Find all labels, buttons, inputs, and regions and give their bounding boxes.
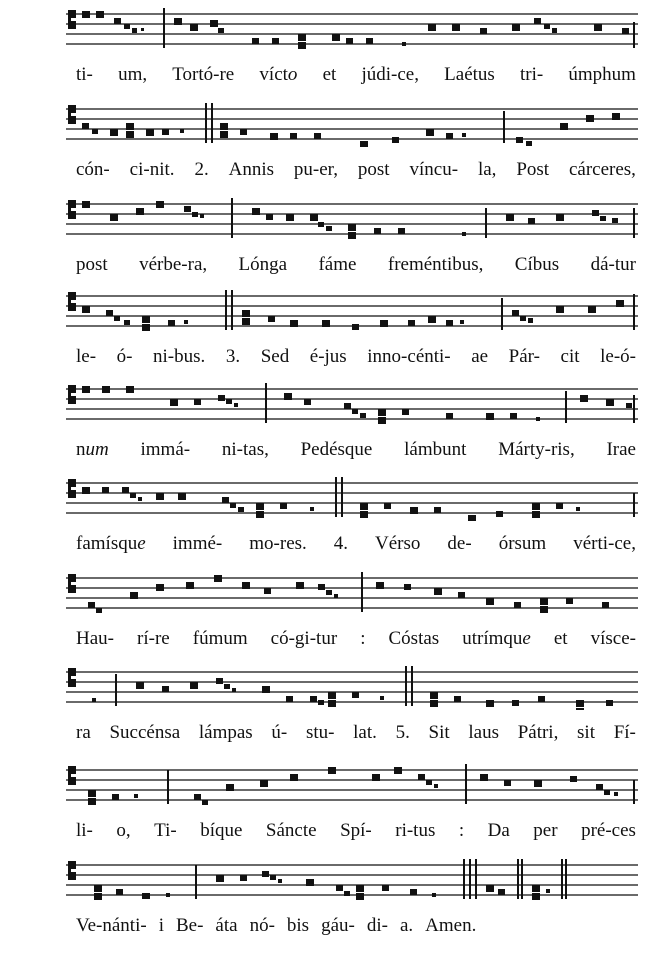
staff-svg-10 <box>66 857 638 903</box>
system-8 <box>66 664 638 758</box>
system-3 <box>66 196 638 290</box>
system-6 <box>66 475 638 569</box>
staff-5 <box>66 381 638 427</box>
syllable: pu-er, <box>293 159 338 180</box>
syllable: bíque <box>200 820 243 841</box>
syllable: Sáncte <box>265 820 317 841</box>
syllable: post <box>357 159 390 180</box>
syllable: ae <box>471 346 489 367</box>
syllable: la, <box>477 159 497 180</box>
syllable: Tortó-re <box>172 64 235 85</box>
syllable: órsum <box>498 533 547 554</box>
lyric-line-3 <box>76 253 636 277</box>
verse-number: 5. <box>395 722 410 743</box>
syllable: le-ó- <box>600 346 636 367</box>
lyric-line-4 <box>76 345 636 369</box>
syllable: Vérso <box>375 533 421 554</box>
syllable: ó- <box>116 346 133 367</box>
verse-number: 4. <box>333 533 349 554</box>
syllable: ni-tas, <box>221 439 269 460</box>
syllable: um, <box>118 64 148 85</box>
punctuation: : <box>360 628 366 649</box>
syllable: vérti-ce, <box>573 533 636 554</box>
syllable: mo-res. <box>249 533 307 554</box>
syllable: úmphum <box>568 64 636 85</box>
staff-9 <box>66 762 638 808</box>
syllable: li- <box>76 820 93 841</box>
syllable-word <box>462 627 531 651</box>
staff-6 <box>66 475 638 521</box>
syllable: utrímqu <box>462 628 523 649</box>
staff-svg-2 <box>66 101 638 147</box>
staff-svg-7 <box>66 570 638 616</box>
syllable: freméntibus, <box>387 254 484 275</box>
syllable: Ve-nánti- <box>76 915 147 936</box>
syllable-italic: um <box>85 439 109 460</box>
system-7 <box>66 570 638 664</box>
syllable: n <box>76 439 86 460</box>
staff-7 <box>66 570 638 616</box>
syllable: laus <box>468 722 499 743</box>
syllable: dá-tur <box>590 254 636 275</box>
syllable: fúmum <box>192 628 248 649</box>
lyric-line-5 <box>76 438 636 462</box>
syllable: per <box>533 820 558 841</box>
syllable: Pár- <box>508 346 540 367</box>
syllable: Márty-ris, <box>498 439 575 460</box>
lyric-line-10 <box>76 914 546 938</box>
syllable: a. <box>399 915 414 936</box>
syllable: Post <box>516 159 550 180</box>
syllable: bis <box>286 915 310 936</box>
syllable: tri- <box>520 64 544 85</box>
staff-svg-1 <box>66 6 638 52</box>
syllable: sit <box>577 722 595 743</box>
syllable: víct <box>259 64 288 85</box>
staff-1 <box>66 6 638 52</box>
syllable: cit <box>560 346 580 367</box>
syllable: ú- <box>271 722 288 743</box>
syllable: Be- <box>175 915 204 936</box>
syllable: nó- <box>249 915 275 936</box>
staff-svg-4 <box>66 288 638 334</box>
staff-2 <box>66 101 638 147</box>
lyric-line-6 <box>76 532 636 556</box>
syllable: di- <box>366 915 388 936</box>
syllable: et <box>322 64 337 85</box>
syllable: o, <box>116 820 131 841</box>
syllable: Spí- <box>340 820 372 841</box>
syllable: Succénsa <box>109 722 181 743</box>
syllable: Laétus <box>444 64 495 85</box>
staff-10 <box>66 857 638 903</box>
staff-3 <box>66 196 638 242</box>
syllable: immé- <box>172 533 223 554</box>
syllable: Lónga <box>238 254 288 275</box>
syllable: inno-cénti- <box>367 346 451 367</box>
staff-svg-6 <box>66 475 638 521</box>
syllable-italic: e <box>522 628 531 649</box>
syllable: rí-re <box>137 628 170 649</box>
syllable: lat. <box>353 722 377 743</box>
syllable: Da <box>487 820 510 841</box>
staff-svg-3 <box>66 196 638 242</box>
syllable: immá- <box>140 439 191 460</box>
syllable: ci-nit. <box>129 159 175 180</box>
syllable: post <box>76 254 108 275</box>
staff-8 <box>66 664 638 710</box>
syllable-word <box>259 63 297 87</box>
syllable: áta <box>215 915 238 936</box>
syllable-word <box>76 438 109 462</box>
syllable: Pedésque <box>300 439 373 460</box>
syllable: víncu- <box>409 159 459 180</box>
lyric-line-1 <box>76 63 636 87</box>
staff-svg-8 <box>66 664 638 710</box>
syllable: lámpas <box>198 722 253 743</box>
syllable-italic: o <box>287 64 298 85</box>
system-9 <box>66 762 638 856</box>
syllable: lámbunt <box>404 439 467 460</box>
syllable: ri-tus <box>395 820 436 841</box>
syllable: vérbe-ra, <box>139 254 208 275</box>
lyric-line-8 <box>76 721 636 745</box>
lyric-line-7 <box>76 627 636 651</box>
system-5 <box>66 381 638 475</box>
system-1 <box>66 6 638 100</box>
verse-number: 3. <box>225 346 241 367</box>
syllable: ti- <box>76 64 93 85</box>
syllable: et <box>553 628 568 649</box>
syllable: vísce- <box>590 628 636 649</box>
staff-svg-5 <box>66 381 638 427</box>
syllable: stu- <box>305 722 335 743</box>
syllable: gáu- <box>321 915 355 936</box>
syllable: Sit <box>428 722 450 743</box>
syllable: cárceres, <box>568 159 636 180</box>
syllable: júdi-ce, <box>361 64 419 85</box>
syllable: ra <box>76 722 91 743</box>
syllable-word <box>76 532 146 556</box>
staff-svg-9 <box>66 762 638 808</box>
staff-4 <box>66 288 638 334</box>
syllable-italic: e <box>137 533 146 554</box>
syllable: Sed <box>260 346 290 367</box>
syllable: Annis <box>228 159 274 180</box>
syllable: pré-ces <box>581 820 636 841</box>
lyric-line-9 <box>76 819 636 843</box>
syllable: cón- <box>76 159 110 180</box>
syllable: Cóstas <box>388 628 440 649</box>
verse-number: 2. <box>194 159 209 180</box>
punctuation: : <box>458 820 465 841</box>
syllable: famísqu <box>76 533 138 554</box>
syllable: é-jus <box>309 346 347 367</box>
syllable: de- <box>447 533 472 554</box>
syllable: Pátri, <box>517 722 559 743</box>
syllable: i <box>158 915 164 936</box>
amen: Amen. <box>425 915 477 936</box>
syllable: Ti- <box>154 820 177 841</box>
system-10 <box>66 857 638 951</box>
syllable: có-gi-tur <box>270 628 338 649</box>
syllable: ni-bus. <box>153 346 206 367</box>
syllable: fáme <box>318 254 357 275</box>
system-4 <box>66 288 638 382</box>
lyric-line-2 <box>76 158 636 182</box>
system-2 <box>66 101 638 195</box>
syllable: Irae <box>606 439 636 460</box>
syllable: Hau- <box>76 628 114 649</box>
syllable: le- <box>76 346 97 367</box>
syllable: Cíbus <box>514 254 560 275</box>
syllable: Fí- <box>613 722 636 743</box>
